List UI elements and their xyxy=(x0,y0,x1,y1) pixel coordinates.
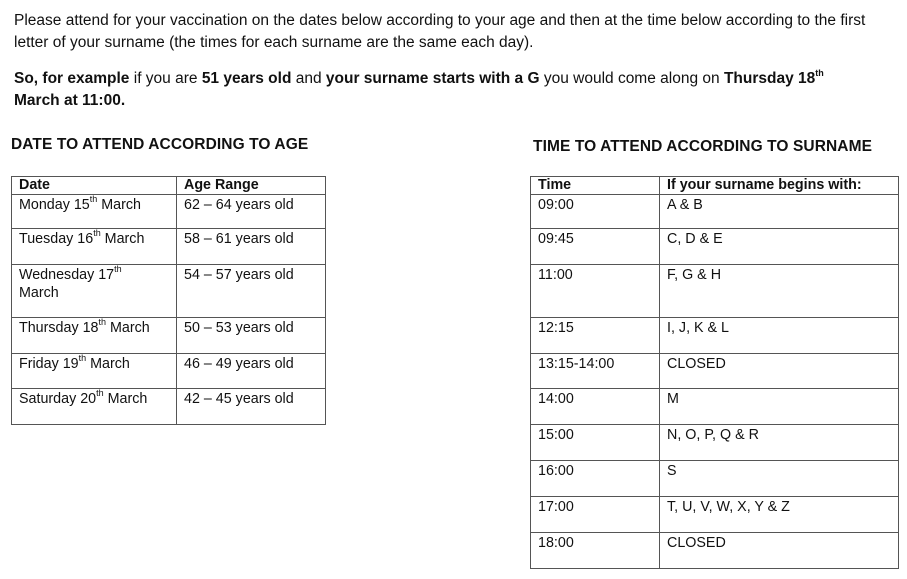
time-cell: 15:00 xyxy=(531,425,660,461)
age-table-row xyxy=(12,229,326,265)
surname-letters-cell: T, U, V, W, X, Y & Z xyxy=(660,497,899,533)
time-cell: 09:00 xyxy=(531,195,660,229)
age-table-row xyxy=(12,354,326,389)
example-paragraph xyxy=(14,68,894,112)
date-cell: Friday 19th March xyxy=(12,354,177,389)
age-table-row xyxy=(12,265,326,318)
time-table-row xyxy=(531,318,899,354)
time-table-row xyxy=(531,425,899,461)
time-column-header: Time xyxy=(531,177,660,195)
time-cell: 11:00 xyxy=(531,265,660,318)
surname-letters-cell: F, G & H xyxy=(660,265,899,318)
surname-table-heading: TIME TO ATTEND ACCORDING TO SURNAME xyxy=(533,138,873,155)
time-table-row xyxy=(531,195,899,229)
surname-letters-cell: M xyxy=(660,389,899,425)
age-table-heading: DATE TO ATTEND ACCORDING TO AGE xyxy=(11,136,309,153)
time-cell: 16:00 xyxy=(531,461,660,497)
age-table-row xyxy=(12,318,326,354)
surname-column-header: If your surname begins with: xyxy=(660,177,899,195)
time-table-row xyxy=(531,461,899,497)
time-table-row xyxy=(531,265,899,318)
date-cell: Thursday 18th March xyxy=(12,318,177,354)
time-table-row xyxy=(531,389,899,425)
surname-letters-cell: I, J, K & L xyxy=(660,318,899,354)
age-table xyxy=(11,176,326,425)
time-cell: 09:45 xyxy=(531,229,660,265)
time-table-header-row xyxy=(531,177,899,195)
date-column-header: Date xyxy=(12,177,177,195)
surname-letters-cell: CLOSED xyxy=(660,533,899,569)
time-table-row xyxy=(531,497,899,533)
surname-letters-cell: N, O, P, Q & R xyxy=(660,425,899,461)
date-cell: Wednesday 17th March xyxy=(12,265,177,318)
surname-letters-cell: S xyxy=(660,461,899,497)
time-cell: 13:15-14:00 xyxy=(531,354,660,389)
age-range-cell: 62 – 64 years old xyxy=(177,195,326,229)
age-range-column-header: Age Range xyxy=(177,177,326,195)
intro-paragraph: Please attend for your vaccination on the dates below according to your age and then at the time below according to the first letter of your surname (the times for each surname are the same each day). xyxy=(14,12,866,51)
example-lead: So, for example xyxy=(14,70,130,87)
age-table-header-row xyxy=(12,177,326,195)
surname-letters-cell: CLOSED xyxy=(660,354,899,389)
example-text-3: you would come along on xyxy=(539,70,724,87)
age-range-cell: 54 – 57 years old xyxy=(177,265,326,318)
date-cell: Monday 15th March xyxy=(12,195,177,229)
age-table-row xyxy=(12,389,326,425)
time-cell: 14:00 xyxy=(531,389,660,425)
time-cell: 18:00 xyxy=(531,533,660,569)
date-cell: Saturday 20th March xyxy=(12,389,177,425)
surname-letters-cell: A & B xyxy=(660,195,899,229)
example-surname: your surname starts with a G xyxy=(325,70,540,87)
example-age: 51 years old xyxy=(201,70,292,87)
time-table-row xyxy=(531,229,899,265)
time-table-row xyxy=(531,354,899,389)
example-text-1: if you are xyxy=(129,70,202,87)
surname-time-table xyxy=(530,176,899,569)
age-range-cell: 58 – 61 years old xyxy=(177,229,326,265)
age-range-cell: 42 – 45 years old xyxy=(177,389,326,425)
age-table-row xyxy=(12,195,326,229)
surname-letters-cell: C, D & E xyxy=(660,229,899,265)
time-cell: 12:15 xyxy=(531,318,660,354)
example-text-2: and xyxy=(291,70,326,87)
time-cell: 17:00 xyxy=(531,497,660,533)
example-date: Thursday 18th March at 11:00. xyxy=(14,67,824,109)
age-range-cell: 50 – 53 years old xyxy=(177,318,326,354)
time-table-row xyxy=(531,533,899,569)
date-cell: Tuesday 16th March xyxy=(12,229,177,265)
age-range-cell: 46 – 49 years old xyxy=(177,354,326,389)
